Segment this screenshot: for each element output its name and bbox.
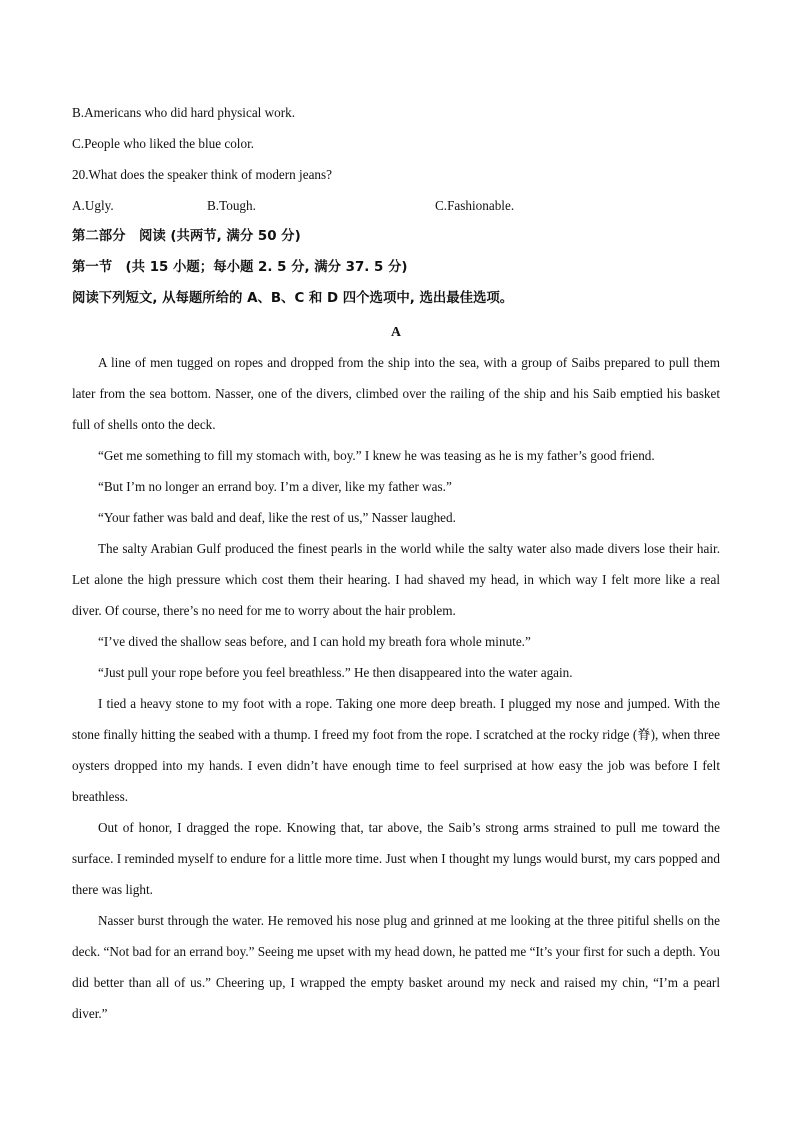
- passage-paragraph: “Your father was bald and deaf, like the rest of us,” Nasser laughed.: [98, 510, 456, 525]
- question-20-option-c: C.Fashionable.: [435, 198, 515, 213]
- part-two-heading: 第二部分 阅读 (共两节, 满分 50 分): [72, 229, 301, 244]
- question-20-options: [72, 190, 720, 221]
- reading-instruction: 阅读下列短文, 从每题所给的 A、B、C 和 D 四个选项中, 选出最佳选项。: [72, 291, 514, 306]
- question-20-stem: 20.What does the speaker think of modern jeans?: [72, 167, 333, 182]
- section-one-heading: 第一节 (共 15 小题；每小题 2. 5 分, 满分 37. 5 分): [72, 260, 408, 275]
- question-20-option-b: B.Tough.: [207, 198, 256, 213]
- question-19-option-c: C.People who liked the blue color.: [72, 136, 255, 151]
- passage-paragraph: A line of men tugged on ropes and dropped from the ship into the sea, with a group of Saibs prepared to pull them later from the sea bottom. Nasser, one of the divers, climbed over the railing of the ship and his Saib emptied his basket full of shells onto the deck.: [72, 355, 720, 432]
- question-19-option-b: B.Americans who did hard physical work.: [72, 105, 296, 120]
- passage-paragraph: “Get me something to fill my stomach with, boy.” I knew he was teasing as he is my father’s good friend.: [98, 448, 655, 463]
- passage-paragraph: I tied a heavy stone to my foot with a rope. Taking one more deep breath. I plugged my nose and jumped. With the stone finally hitting the seabed with a thump. I freed my foot from the rope. I scratched at the rocky ridge (脊), when three oysters dropped into my hands. I even didn’t have enough time to feel surprised at how easy the job was before I felt breathless.: [72, 696, 720, 804]
- question-20-option-a: A.Ugly.: [72, 198, 114, 213]
- page-content: [72, 97, 720, 1029]
- passage-label: A: [391, 324, 401, 339]
- passage-paragraph: “But I’m no longer an errand boy. I’m a diver, like my father was.”: [98, 479, 452, 494]
- passage-paragraph: Out of honor, I dragged the rope. Knowing that, tar above, the Saib’s strong arms strained to pull me toward the surface. I reminded myself to endure for a little more time. Just when I thought my lungs would burst, my cars popped and there was light.: [72, 820, 720, 897]
- passage-paragraph: The salty Arabian Gulf produced the finest pearls in the world while the salty water also made divers lose their hair. Let alone the high pressure which cost them their hearing. I had shaved my head, in which way I felt more like a real diver. Of course, there’s no need for me to worry about the hair problem.: [72, 541, 720, 618]
- passage-body: [72, 347, 720, 1029]
- passage-paragraph: “I’ve dived the shallow seas before, and I can hold my breath fora whole minute.”: [98, 634, 531, 649]
- passage-paragraph: “Just pull your rope before you feel breathless.” He then disappeared into the water again.: [98, 665, 573, 680]
- passage-paragraph: Nasser burst through the water. He removed his nose plug and grinned at me looking at the three pitiful shells on the deck. “Not bad for an errand boy.” Seeing me upset with my head down, he patted me “It’s your first for such a depth. You did better than all of us.” Cheering up, I wrapped the empty basket around my neck and raised my chin, “I’m a pearl diver.”: [72, 913, 720, 1021]
